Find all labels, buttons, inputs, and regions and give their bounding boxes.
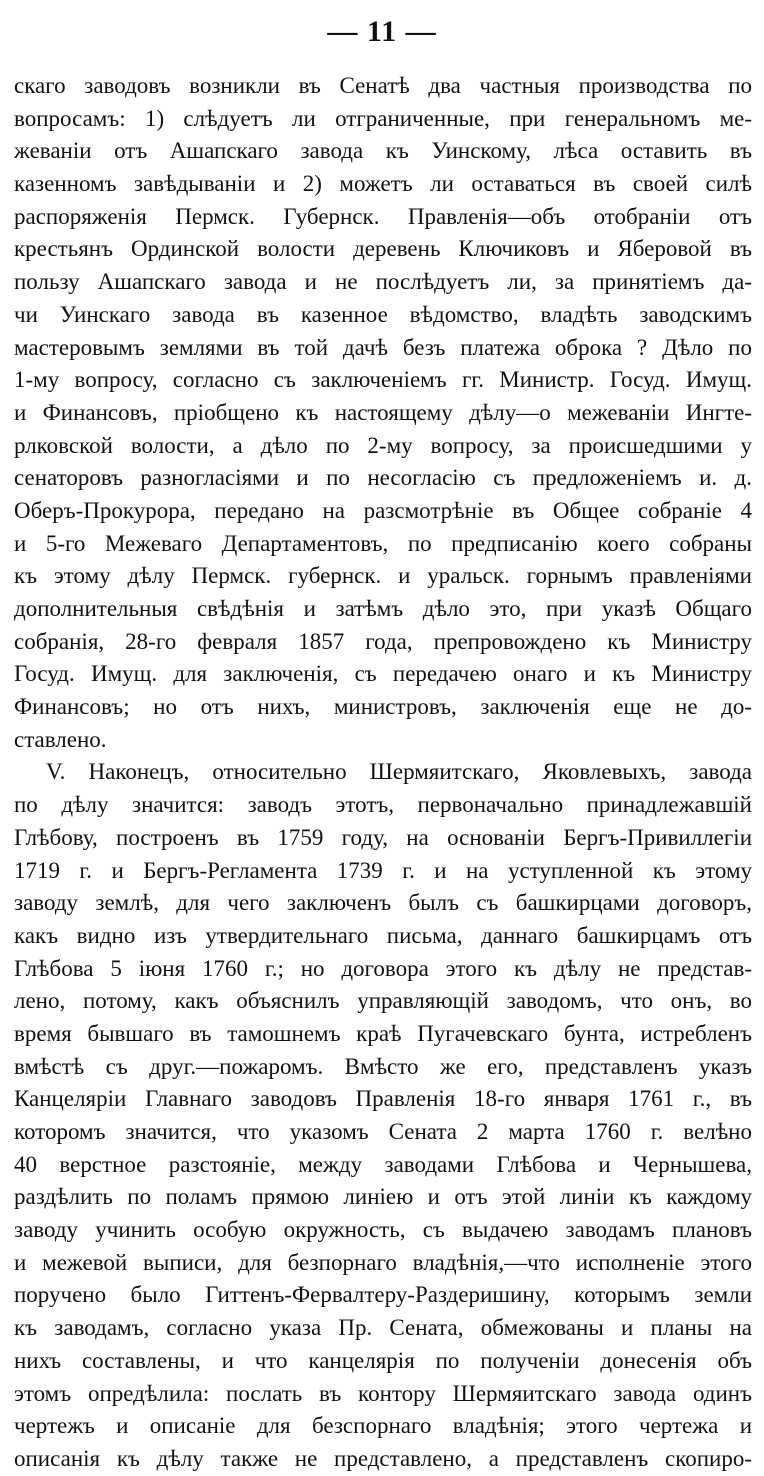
text-line: чертежъ и описаніе для безспорнаго владѣнія; этого чертежа и bbox=[14, 1413, 752, 1439]
text-line: вопросамъ: 1) слѣдуетъ ли отграниченные, при генеральномъ ме- bbox=[14, 105, 752, 131]
text-line: ставлено. bbox=[14, 726, 107, 752]
text-line: Оберъ-Прокурора, передано на разсмотрѣніе въ Общее собраніе 4 bbox=[14, 497, 752, 523]
text-line: и межевой выписи, для безпорнаго владѣнія,—что исполненіе этого bbox=[14, 1249, 752, 1275]
text-line: 40 верстное разстояніе, между заводами Глѣбова и Чернышева, bbox=[14, 1151, 752, 1177]
body-text bbox=[14, 70, 752, 1476]
text-line: рлковской волости, а дѣло по 2-му вопросу, за происшедшими у bbox=[14, 432, 752, 458]
text-line: заводу землѣ, для чего заключенъ былъ съ башкирцами договоръ, bbox=[14, 890, 752, 916]
text-line: 1719 г. и Бергъ-Регламента 1739 г. и на уступленной къ этому bbox=[14, 857, 752, 883]
text-line: крестьянъ Ординской волости деревень Ключиковъ и Яберовой въ bbox=[14, 236, 752, 262]
text-line: поручено было Гиттенъ-Фервалтеру-Раздеришину, которымъ земли bbox=[14, 1282, 752, 1308]
text-line: V. Наконецъ, относительно Шермяитскаго, Яковлевыхъ, завода bbox=[46, 759, 752, 785]
text-line: описанія къ дѣлу также не представлено, а представленъ скопиро- bbox=[14, 1445, 752, 1471]
text-line: собранія, 28-го февраля 1857 года, препровождено къ Министру bbox=[14, 628, 752, 654]
text-line: пользу Ашапскаго завода и не послѣдуетъ ли, за принятіемъ да- bbox=[14, 269, 752, 295]
text-line: заводу учинить особую окружность, съ выдачею заводамъ плановъ bbox=[14, 1217, 752, 1243]
text-line: по дѣлу значится: заводъ этотъ, первоначально принадлежавшій bbox=[14, 792, 752, 818]
text-line: Канцеляріи Главнаго заводовъ Правленія 18-го января 1761 г., въ bbox=[14, 1086, 752, 1112]
text-line: которомъ значится, что указомъ Сената 2 марта 1760 г. велѣно bbox=[14, 1119, 752, 1144]
text-line: время бывшаго въ тамошнемъ краѣ Пугачевскаго бунта, истребленъ bbox=[14, 1020, 752, 1046]
text-line: къ заводамъ, согласно указа Пр. Сената, обмежованы и планы на bbox=[14, 1315, 752, 1341]
text-line: скаго заводовъ возникли въ Сенатѣ два частныя производства по bbox=[14, 73, 752, 98]
text-line: чи Уинскаго завода въ казенное вѣдомство, владѣть заводскимъ bbox=[14, 301, 752, 327]
text-line: и 5-го Межеваго Департаментовъ, по предписанію коего собраны bbox=[14, 530, 752, 556]
text-line: Финансовъ; но отъ нихъ, министровъ, заключенія еще не до- bbox=[14, 694, 752, 720]
text-line: Глѣбова 5 іюня 1760 г.; но договора этого къ дѣлу не представ- bbox=[14, 955, 752, 981]
text-line: 1-му вопросу, согласно съ заключеніемъ гг. Министр. Госуд. Имущ. bbox=[14, 367, 752, 393]
text-line: казенномъ завѣдываніи и 2) можетъ ли оставаться въ своей силѣ bbox=[14, 171, 752, 197]
text-line: лено, потому, какъ объяснилъ управляющій заводомъ, что онъ, во bbox=[14, 988, 752, 1014]
text-line: дополнительныя свѣдѣнія и затѣмъ дѣло это, при указѣ Общаго bbox=[14, 596, 752, 621]
text-line: раздѣлить по поламъ прямою линіею и отъ этой линіи къ каждому bbox=[14, 1184, 752, 1210]
text-line: вмѣстѣ съ друг.—пожаромъ. Вмѣсто же его, представленъ указъ bbox=[14, 1053, 752, 1079]
text-line: къ этому дѣлу Пермск. губернск. и уральск. горнымъ правленіями bbox=[14, 563, 752, 589]
page-number: — 11 — bbox=[327, 15, 437, 48]
text-line: Госуд. Имущ. для заключенія, съ передачею онаго и къ Министру bbox=[14, 661, 752, 687]
text-line: жеваніи отъ Ашапскаго завода къ Уинскому, лѣса оставить въ bbox=[14, 138, 752, 164]
text-line: этомъ опредѣлила: послать въ контору Шермяитскаго завода одинъ bbox=[14, 1380, 752, 1406]
text-line: сенаторовъ разногласіями и по несогласію съ предложеніемъ и. д. bbox=[14, 465, 752, 491]
text-line: Глѣбову, построенъ въ 1759 году, на основаніи Бергъ-Привиллегіи bbox=[14, 824, 752, 850]
text-line: и Финансовъ, пріобщено къ настоящему дѣлу—о межеваніи Ингте- bbox=[14, 399, 752, 425]
text-line: какъ видно изъ утвердительнаго письма, даннаго башкирцамъ отъ bbox=[14, 922, 752, 948]
text-line: нихъ составлены, и что канцелярія по полученіи донесенія объ bbox=[14, 1347, 752, 1373]
text-line: мастеровымъ землями въ той дачѣ безъ платежа оброка ? Дѣло по bbox=[14, 334, 752, 360]
text-line: распоряженія Пермск. Губернск. Правленія—объ отобраніи отъ bbox=[14, 203, 752, 229]
